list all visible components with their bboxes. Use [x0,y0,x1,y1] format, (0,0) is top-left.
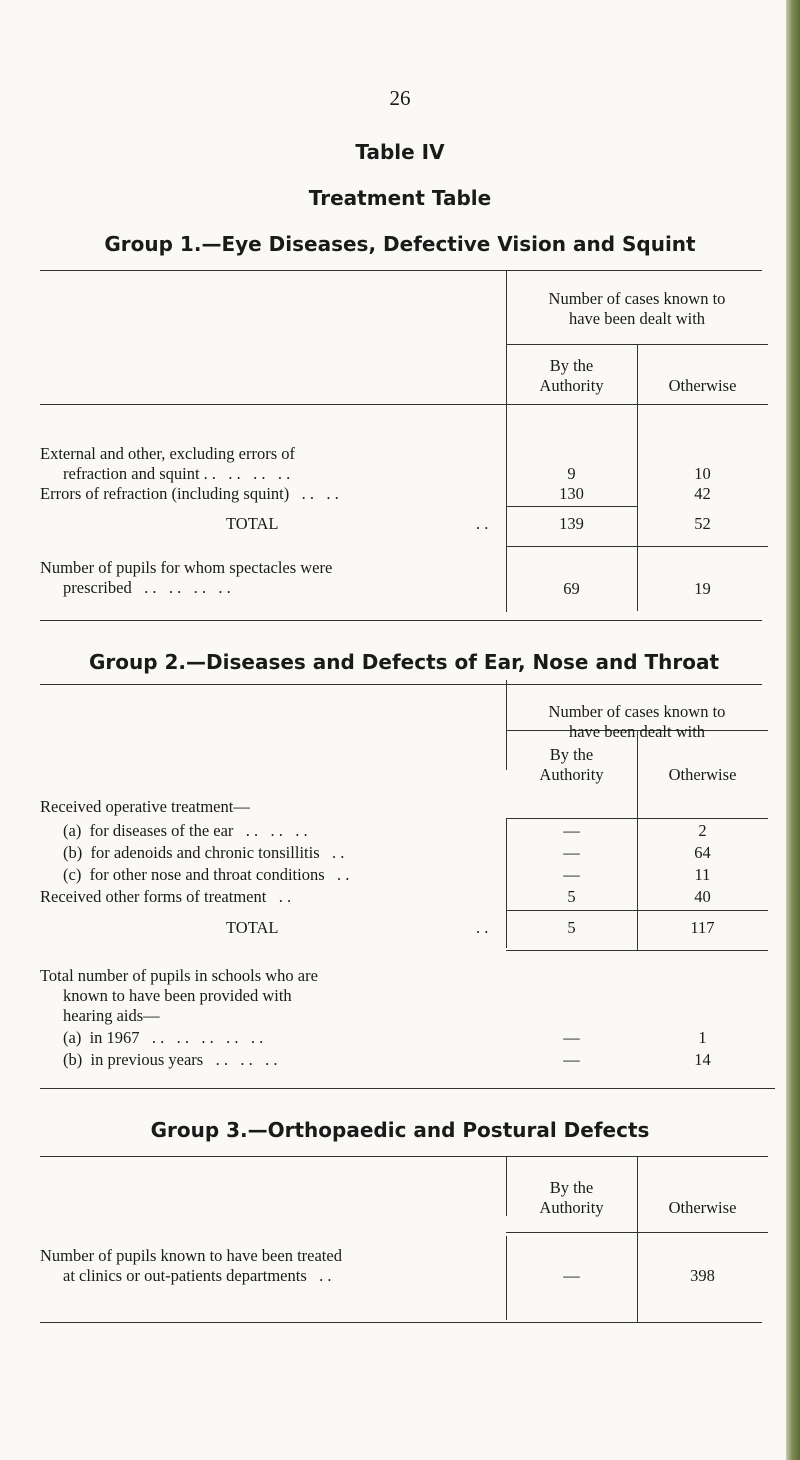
by-line1: By the [549,356,594,375]
group3-row-by: — [563,1266,580,1285]
group2-row-a-label: (a) for diseases of the ear . . . . . . [63,821,308,840]
group3-row-line2: at clinics or out-patients departments . . [63,1266,332,1285]
group2-row-other-by: 5 [567,887,576,906]
group3-otherwise-header: Otherwise [668,1198,737,1217]
group2-hearing-a-otherwise: 1 [698,1028,707,1047]
spec-line2: prescribed . . . . . . . . [63,578,231,597]
group2-total-rule-bottom [506,950,768,951]
group1-total-label: TOTAL [226,514,279,533]
group2-header-rule [506,818,768,819]
group1-total-by: 139 [559,514,584,533]
group3-top-rule [40,1156,768,1157]
cases-header-line2: have been dealt with [568,309,706,328]
group2-total-otherwise: 117 [690,918,715,937]
group1-row1-otherwise: 10 [694,464,711,483]
by-line1: By the [549,745,594,764]
group2-cases-header [506,702,768,742]
group3-by-authority-header [506,1178,637,1218]
group1-top-rule [40,270,762,271]
group1-header-rule [40,404,768,405]
by-line2: Authority [539,376,604,395]
group2-row-a-otherwise: 2 [698,821,707,840]
group1-spectacles-label [40,558,332,598]
group2-row-b-otherwise: 64 [694,843,711,862]
group2-row-c-otherwise: 11 [694,865,711,884]
group1-bottom-rule [40,620,762,621]
row1-line1: External and other, excluding errors of [40,444,295,463]
group3-title: Group 3.—Orthopaedic and Postural Defects [150,1118,650,1142]
group2-otherwise-header: Otherwise [668,765,737,784]
group1-subheader-rule [506,344,768,345]
page-number: 26 [389,86,411,110]
row1-line2: refraction and squint . . . . . . . . [63,464,291,483]
hearing-line1: Total number of pupils in schools who are [40,966,318,985]
group3-header-rule [506,1232,768,1233]
group1-otherwise-header: Otherwise [668,376,737,395]
group2-bottom-rule [40,1088,775,1089]
group2-total-by: 5 [567,918,576,937]
page-edge [786,0,800,1460]
group2-row-c-label: (c) for other nose and throat conditions . . [63,865,350,884]
group3-row-label [40,1246,342,1286]
group2-title: Group 2.—Diseases and Defects of Ear, Nose and Throat [88,650,720,674]
group1-row2-otherwise: 42 [694,484,711,503]
group2-hearing-heading [40,966,318,1026]
group2-hearing-a-by: — [563,1028,580,1047]
group1-title: Group 1.—Eye Diseases, Defective Vision and Squint [104,232,696,256]
group1-by-authority-header [506,356,637,396]
group3-col-divider-2 [637,1156,638,1322]
group1-spectacles-otherwise: 19 [694,579,711,598]
group2-hearing-b-by: — [563,1050,580,1069]
group3-row-otherwise: 398 [690,1266,715,1285]
by-line2: Authority [539,1198,604,1217]
spec-line1: Number of pupils for whom spectacles were [40,558,333,577]
group2-received-heading: Received operative treatment— [40,797,250,816]
group2-total-rule-top [506,910,768,911]
group1-total-rule-top [506,506,637,507]
hearing-line3: hearing aids— [63,1006,160,1025]
cases-header-line1: Number of cases known to [548,289,726,308]
group1-spectacles-by: 69 [563,579,580,598]
group2-hearing-b-label: (b) in previous years . . . . . . [63,1050,278,1069]
group2-row-c-by: — [563,865,580,884]
group1-cases-header [506,289,768,329]
group1-total-dots: . . [476,514,489,533]
by-line1: By the [549,1178,594,1197]
group3-bottom-rule [40,1322,762,1323]
group1-total-rule-bottom [506,546,768,547]
hearing-line2: known to have been provided with [63,986,292,1005]
group3-row-line1: Number of pupils known to have been treated [40,1246,342,1265]
group1-row1-label [40,444,295,484]
group2-hearing-b-otherwise: 14 [694,1050,711,1069]
table-subtitle: Treatment Table [308,186,492,210]
group2-row-a-by: — [563,821,580,840]
group2-row-other-label: Received other forms of treatment . . [40,887,292,906]
cases-header-line2: have been dealt with [568,722,706,741]
group1-row2-by: 130 [559,484,584,503]
group2-hearing-a-label: (a) in 1967 . . . . . . . . . . [63,1028,264,1047]
group1-row2-label: Errors of refraction (including squint) . . . . [40,484,339,503]
group2-row-other-otherwise: 40 [694,887,711,906]
group2-total-dots: . . [476,918,489,937]
cases-header-line1: Number of cases known to [548,702,726,721]
group1-row1-by: 9 [567,464,576,483]
group2-row-b-by: — [563,843,580,862]
group2-total-label: TOTAL [226,918,279,937]
group2-by-authority-header [506,745,637,785]
group2-top-rule [40,684,762,685]
by-line2: Authority [539,765,604,784]
group1-total-otherwise: 52 [694,514,711,533]
table-title: Table IV [355,140,445,164]
group2-row-b-label: (b) for adenoids and chronic tonsillitis . . [63,843,345,862]
